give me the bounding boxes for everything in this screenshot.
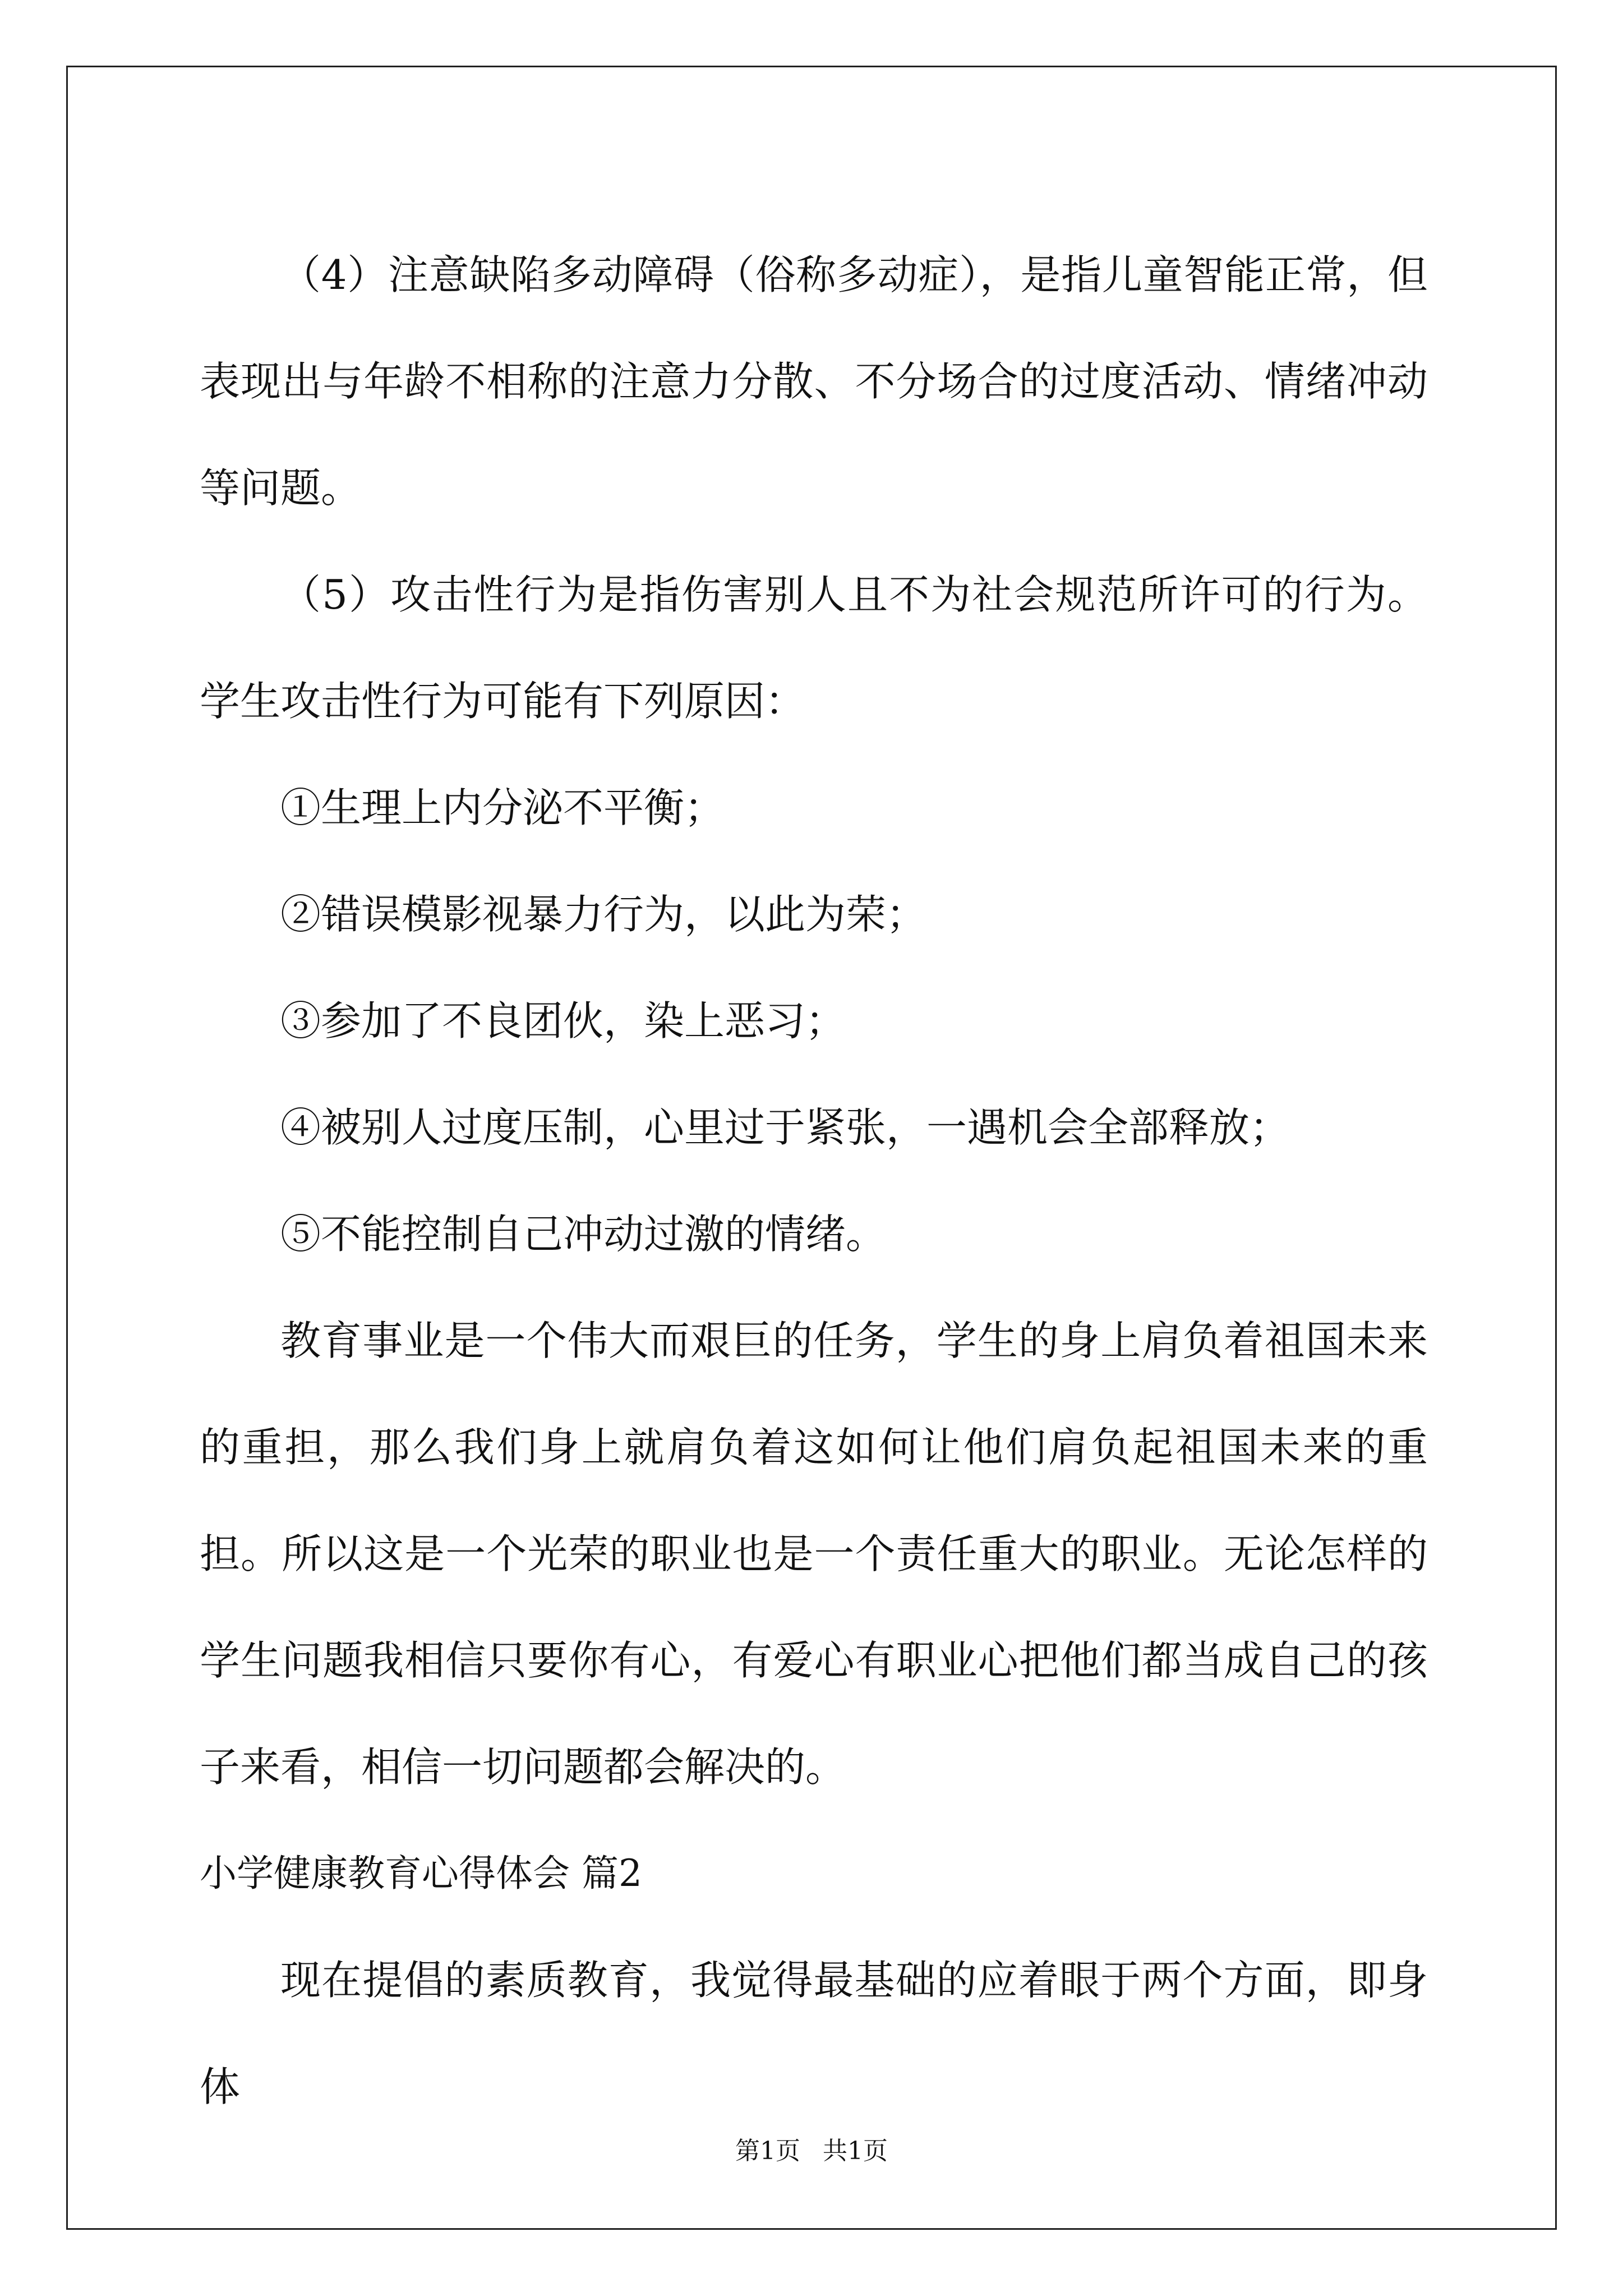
document-body [200,222,1428,2140]
paragraph: （4）注意缺陷多动障碍（俗称多动症），是指儿童智能正常，但表现出与年龄不相称的注意力分散、不分场合的过度活动、情绪冲动等问题。 [200,251,1428,512]
section-heading: 小学健康教育心得体会 篇2 [200,1852,642,1895]
list-item: ③参加了不良团伙，染上恶习； [280,997,846,1045]
page-footer [0,2134,1623,2168]
paragraph: 教育事业是一个伟大而艰巨的任务，学生的身上肩负着祖国未来的重担，那么我们身上就肩负着这如何让他们肩负起祖国未来的重担。所以这是一个光荣的职业也是一个责任重大的职业。无论怎样的学生问题我相信只要你有心，有爱心有职业心把他们都当成自己的孩子来看，相信一切问题都会解决的。 [200,1317,1428,1791]
paragraph: （5）攻击性行为是指伤害别人且不为社会规范所许可的行为。学生攻击性行为可能有下列原因： [200,571,1428,725]
list-item: ⑤不能控制自己冲动过激的情绪。 [280,1211,887,1258]
paragraph: 现在提倡的素质教育，我觉得最基础的应着眼于两个方面，即身体 [200,1957,1428,2110]
list-item: ②错误模影视暴力行为，以此为荣； [280,891,927,938]
page-number: 第1页 [735,2137,800,2165]
page-total: 共1页 [823,2137,888,2165]
list-item: ④被别人过度压制，心里过于紧张，一遇机会全部释放； [280,1104,1290,1151]
list-item: ①生理上内分泌不平衡； [280,784,725,831]
